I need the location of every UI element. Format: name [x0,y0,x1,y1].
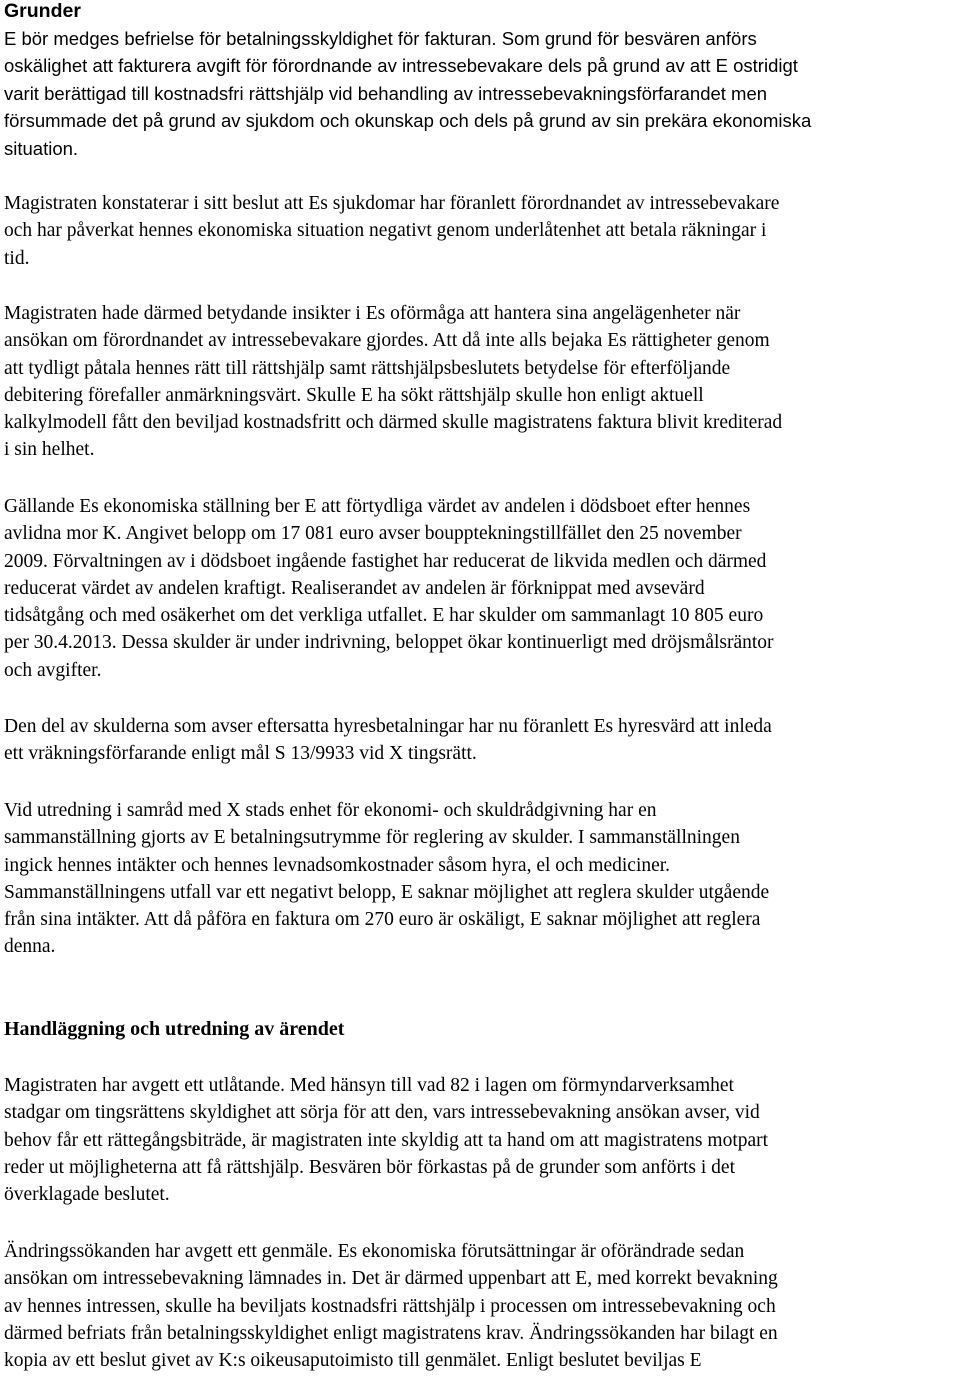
paragraph-line: tidsåtgång och med osäkerhet om det verkliga utfallet. E har skulder om sammanlagt 10 805 euro [4,605,764,627]
paragraph-line: försummade det på grund av sjukdom och okunskap och dels på grund av sin prekära ekonomiska [4,110,812,132]
paragraph-line: Sammanställningens utfall var ett negativt belopp, E saknar möjlighet att reglera skulder utgående [4,881,770,903]
paragraph-line: kalkylmodell fått den beviljad kostnadsfritt och därmed skulle magistratens faktura blivit krediterad [4,412,783,434]
paragraph-line: från sina intäkter. Att då påföra en faktura om 270 euro är oskäligt, E saknar möjlighet att reglera [4,909,761,931]
paragraph-line: stadgar om tingsrättens skyldighet att sörja för att den, vars intressebevakning ansökan avser, vid [4,1102,760,1124]
paragraph-7 [4,1072,960,1208]
paragraph-line: denna. [4,936,56,958]
paragraph-line: Gällande Es ekonomiska ställning ber E att förtydliga värdet av andelen i dödsboet efter hennes [4,496,751,517]
paragraph-line: att tydligt påtala hennes rätt till rättshjälp samt rättshjälpsbeslutets betydelse för efterföljande [4,357,731,379]
paragraph-6 [4,797,960,961]
paragraph-line: 2009. Förvaltningen av i dödsboet ingående fastighet har reducerat de likvida medlen och därmed [4,550,767,572]
paragraph-line: ett vräkningsförfarande enligt mål S 13/9933 vid X tingsrätt. [4,743,477,765]
paragraph-3 [4,300,960,464]
paragraph-line: sammanställning gjorts av E betalningsutrymme för reglering av skulder. I sammanställningen [4,827,740,849]
paragraph-8 [4,1238,960,1374]
paragraph-line: ansökan om förordnandet av intressebevakare gjordes. Att då inte alls bejaka Es rättigheter genom [4,330,770,352]
paragraph-line: Vid utredning i samråd med X stads enhet för ekonomi- och skuldrådgivning har en [4,800,657,821]
paragraph-line: reder ut möjligheterna att få rättshjälp. Besvären bör förkastas på de grunder som anförts i det [4,1156,736,1178]
paragraph-line: varit berättigad till kostnadsfri rättshjälp vid behandling av intressebevakningsförfarandet men [4,82,768,104]
paragraph-4 [4,493,960,684]
section-heading-handlaggning: Handläggning och utredning av ärendet [4,1018,345,1040]
paragraph-line: Magistraten konstaterar i sitt beslut att Es sjukdomar har föranlett förordnandet av intressebevakare [4,193,780,214]
paragraph-line: Ändringssökanden har avgett ett genmäle. Es ekonomiska förutsättningar är oförändrade sedan [4,1241,745,1262]
paragraph-line: situation. [4,137,79,159]
paragraph-line: av hennes intressen, skulle ha beviljats kostnadsfri rättshjälp i processen om intressebevakning och [4,1295,776,1317]
paragraph-line: reducerat värdet av andelen kraftigt. Realiserandet av andelen är förknippat med avsevärd [4,577,705,599]
paragraph-line: Magistraten hade därmed betydande insikter i Es oförmåga att hantera sina angelägenheter när [4,303,741,324]
paragraph-line: oskälighet att fakturera avgift för förordnande av intressebevakare dels på grund av att E ostridigt [4,55,798,77]
paragraph-5 [4,713,960,768]
paragraph-line: och har påverkat hennes ekonomiska situation negativt genom underlåtenhet att betala räkningar i [4,220,767,242]
paragraph-line: Den del av skulderna som avser eftersatta hyresbetalningar har nu föranlett Es hyresvärd att inleda [4,716,772,737]
paragraph-line: behov får ett rättegångsbiträde, är magistraten inte skyldig att ta hand om att magistratens motpart [4,1129,769,1151]
section-heading-grunder: Grunder [4,0,81,22]
paragraph-line: debitering förefaller anmärkningsvärt. Skulle E ha sökt rättshjälp skulle hon enligt aktuell [4,384,704,406]
paragraph-line: därmed befriats från betalningsskyldighet enligt magistratens krav. Ändringssökanden har bilagt en [4,1322,778,1344]
paragraph-line: Magistraten har avgett ett utlåtande. Med hänsyn till vad 82 i lagen om förmyndarverksamhet [4,1075,734,1096]
paragraph-line: och avgifter. [4,659,102,681]
paragraph-line: ingick hennes intäkter och hennes levnadsomkostnader såsom hyra, el och mediciner. [4,854,671,876]
paragraph-line: kopia av ett beslut givet av K:s oikeusaputoimisto till genmälet. Enligt beslutet beviljas E [4,1350,702,1372]
paragraph-line: per 30.4.2013. Dessa skulder är under indrivning, beloppet ökar kontinuerligt med dröjsmålsräntor [4,632,774,654]
paragraph-line: i sin helhet. [4,439,95,461]
paragraph-line: överklagade beslutet. [4,1184,170,1206]
paragraph-line: avlidna mor K. Angivet belopp om 17 081 euro avser boupptekningstillfället den 25 november [4,523,742,545]
paragraph-line: ansökan om intressebevakning lämnades in. Det är därmed uppenbart att E, med korrekt bevakning [4,1268,778,1290]
paragraph-line: E bör medges befrielse för betalningsskyldighet för fakturan. Som grund för besvären anförs [4,28,757,49]
paragraph-line: tid. [4,247,30,269]
paragraph-1 [4,25,960,162]
paragraph-2 [4,190,960,272]
